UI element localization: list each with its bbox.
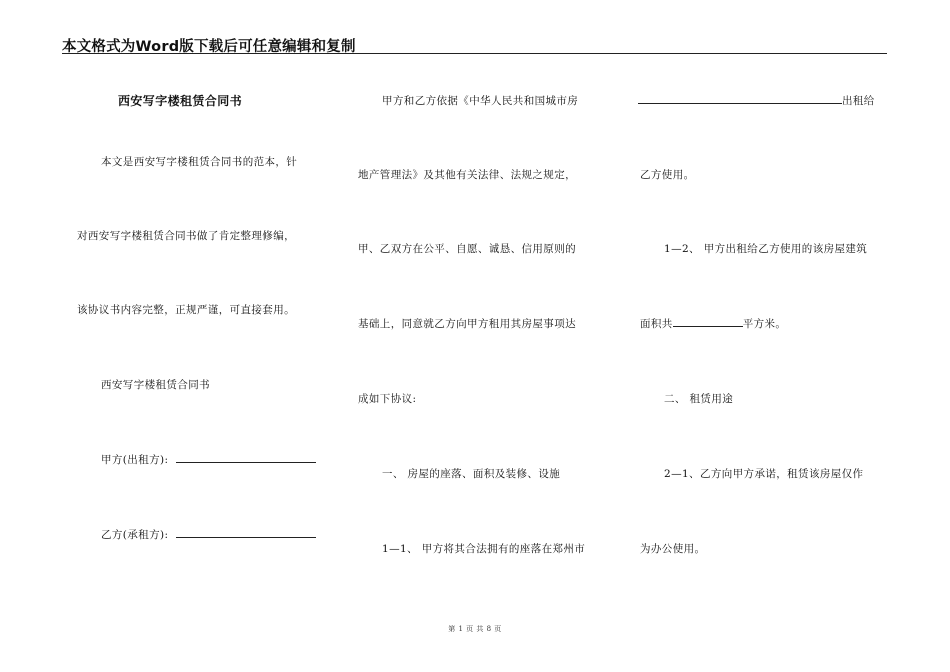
page-footer: 第 1 页 共 8 页 <box>448 625 502 633</box>
clause-1-2-line-1: 1—2、 甲方出租给乙方使用的该房屋建筑 <box>664 243 868 255</box>
col3-line-1-suffix: 出租给 <box>842 95 875 107</box>
col2-line-2: 地产管理法》及其他有关法律、法规之规定， <box>358 169 576 181</box>
intro-line-3: 该协议书内容完整，正规严谨，可直接套用。 <box>77 304 295 316</box>
header-divider <box>62 53 887 54</box>
party-a-blank <box>176 453 316 463</box>
col3-line-1 <box>638 94 875 108</box>
party-b-label: 乙方(承租方): <box>101 529 169 541</box>
party-b-blank <box>176 528 316 538</box>
clause-1-1: 1—1、 甲方将其合法拥有的座落在郑州市 <box>382 543 586 555</box>
section-2-heading: 二、 租赁用途 <box>664 393 734 405</box>
party-a-line <box>101 453 316 467</box>
page-header-title: 本文格式为Word版下载后可任意编辑和复制 <box>62 39 356 55</box>
col3-line-2: 乙方使用。 <box>640 169 695 181</box>
clause-1-2-line-2 <box>640 317 786 331</box>
clause-2-1-line-1: 2—1、乙方向甲方承诺，租赁该房屋仅作 <box>664 468 864 480</box>
clause-2-1-line-2: 为办公使用。 <box>640 543 706 555</box>
intro-line-1: 本文是西安写字楼租赁合同书的范本，针 <box>101 156 298 168</box>
contract-subtitle: 西安写字楼租赁合同书 <box>101 379 210 391</box>
party-a-label: 甲方(出租方): <box>101 454 169 466</box>
area-suffix: 平方米。 <box>742 318 787 330</box>
intro-line-2: 对西安写字楼租赁合同书做了肯定整理修编， <box>77 230 295 242</box>
location-blank <box>638 94 842 104</box>
section-1-heading: 一、 房屋的座落、面积及装修、设施 <box>382 468 561 480</box>
document-title: 西安写字楼租赁合同书 <box>118 94 243 108</box>
area-blank <box>673 317 743 327</box>
col2-line-3: 甲、乙双方在公平、自愿、诚恳、信用原则的 <box>358 243 576 255</box>
party-b-line <box>101 528 316 542</box>
area-prefix: 面积共 <box>640 318 673 330</box>
col2-line-4: 基础上，同意就乙方向甲方租用其房屋事项达 <box>358 318 576 330</box>
col2-line-5: 成如下协议: <box>358 393 417 405</box>
col2-line-1: 甲方和乙方依据《中华人民共和国城市房 <box>382 95 579 107</box>
